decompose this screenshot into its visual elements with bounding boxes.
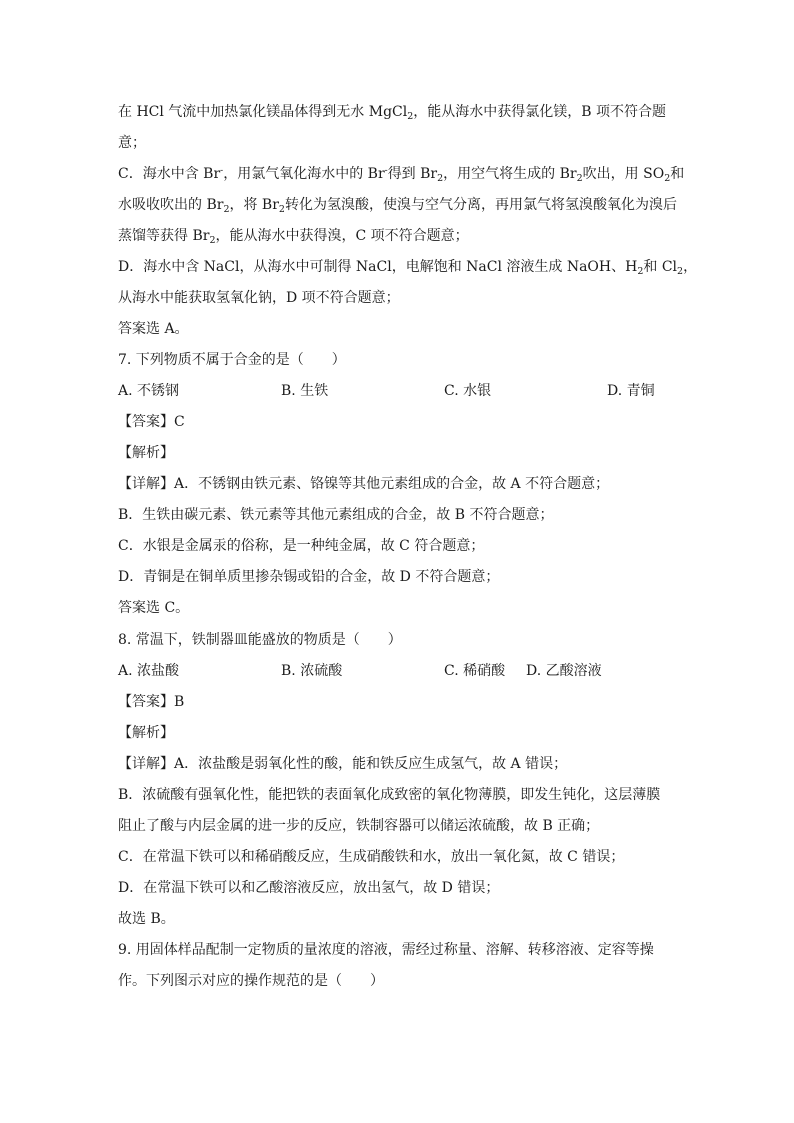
answer-label: 【答案】C [118, 414, 185, 430]
option-d: D. 青铜 [607, 383, 655, 399]
question-7-stem: 7. 下列物质不属于合金的是（ ） [118, 352, 346, 368]
option-c: C. 稀硝酸 [444, 663, 506, 679]
detail-line: C．在常温下铁可以和稀硝酸反应，生成硝酸铁和水，放出一氧化氮，故 C 错误； [118, 849, 625, 865]
detail-line: D．青铜是在铜单质里掺杂锡或铅的合金，故 D 不符合题意； [118, 569, 500, 585]
conclusion-text: 答案选 C。 [118, 600, 190, 616]
analysis-label: 【解析】 [118, 445, 174, 461]
conclusion-text: 答案选 A。 [118, 321, 189, 337]
detail-line: 【详解】A．不锈钢由铁元素、铬镍等其他元素组成的合金，故 A 不符合题意； [118, 476, 610, 492]
detail-line: 【详解】A．浓盐酸是弱氧化性的酸，能和铁反应生成氢气，故 A 错误； [118, 756, 568, 772]
option-b: B. 生铁 [281, 383, 329, 399]
option-c: C. 水银 [444, 383, 492, 399]
text-line: D．海水中含 NaCl，从海水中可制得 NaCl，电解饱和 NaCl 溶液生成 NaOH、$H_2$和 $Cl_2$， [118, 259, 698, 277]
detail-line: B．浓硫酸有强氧化性，能把铁的表面氧化成致密的氧化物薄膜，即发生钝化，这层薄膜 [118, 787, 661, 803]
conclusion-text: 故选 B。 [118, 911, 175, 927]
option-b: B. 浓硫酸 [281, 663, 343, 679]
text-line: 意； [118, 135, 146, 151]
option-a: A. 不锈钢 [118, 383, 180, 399]
detail-line: 阻止了酸与内层金属的进一步的反应，铁制容器可以储运浓硫酸，故 B 正确； [118, 818, 600, 834]
question-9-stem: 9. 用固体样品配制一定物质的量浓度的溶液，需经过称量、溶解、转移溶液、定容等操 [118, 942, 654, 958]
text-line: C．海水中含 Br-，用氯气氧化海水中的 Br-得到 $Br_2$，用空气将生成的 $Br_2$吹出，用 $SO_2$和 [118, 166, 685, 184]
detail-line: D．在常温下铁可以和乙酸溶液反应，放出氢气，故 D 错误； [118, 880, 500, 896]
text-line: 蒸馏等获得 $Br_2$，能从海水中获得溴，C 项不符合题意； [118, 228, 469, 246]
option-a: A. 浓盐酸 [118, 663, 180, 679]
detail-line: B．生铁由碳元素、铁元素等其他元素组成的合金，故 B 不符合题意； [118, 507, 554, 523]
text-line: 从海水中能获取氢氧化钠，D 项不符合题意； [118, 290, 400, 306]
option-d: D. 乙酸溶液 [526, 663, 602, 679]
text-line: 水吸收吹出的 $Br_2$，将 $Br_2$转化为氢溴酸，使溴与空气分离，再用氯气将氢溴酸氧化为溴后 [118, 197, 677, 215]
question-8-stem: 8. 常温下，铁制器皿能盛放的物质是（ ） [118, 632, 402, 648]
question-9-stem: 作。下列图示对应的操作规范的是（ ） [118, 973, 384, 989]
text-line: 在 HCl 气流中加热氯化镁晶体得到无水 MgCl$_2$，能从海水中获得氯化镁，B 项不符合题 [118, 104, 667, 122]
analysis-label: 【解析】 [118, 725, 174, 741]
detail-line: C．水银是金属汞的俗称，是一种纯金属，故 C 符合题意； [118, 538, 485, 554]
answer-label: 【答案】B [118, 694, 185, 710]
